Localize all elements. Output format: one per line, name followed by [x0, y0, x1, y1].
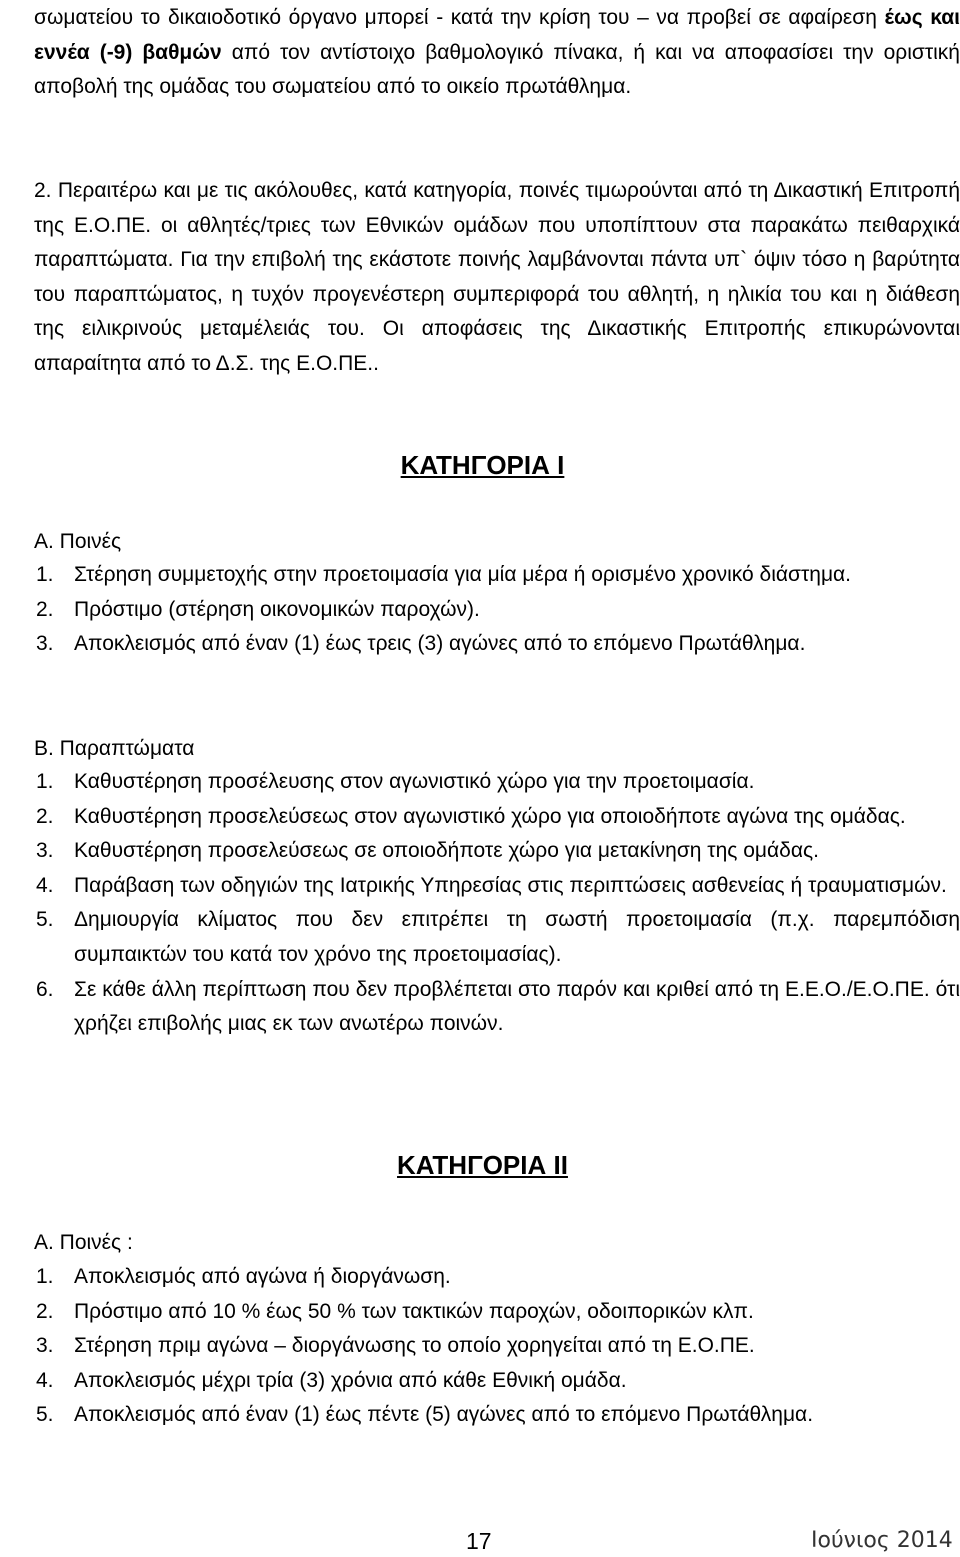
intro-text-b: από τον αντίστοιχο βαθμολογικό πίνακα, ή και να αποφασίσει την οριστική αποβολή της ομάδας του σωματείου από το οικείο πρωτάθλημα.: [34, 40, 960, 99]
list-item: 5. Δημιουργία κλίματος που δεν επιτρέπει τη σωστή προετοιμασία (π.χ. παρεμπόδιση συμπαικτών του κατά τον χρόνο της προετοιμασίας).: [36, 908, 960, 966]
list-item: 4. Αποκλεισμός μέχρι τρία (3) χρόνια από κάθε Εθνική ομάδα.: [36, 1368, 627, 1392]
category-1-heading: ΚΑΤΗΓΟΡΙΑ Ι: [400, 450, 565, 480]
cat1-offences-label: Β. Παραπτώματα: [34, 737, 195, 760]
list-item: 2. Πρόστιμο (στέρηση οικονομικών παροχών).: [36, 597, 480, 621]
category-2-heading: ΚΑΤΗΓΟΡΙΑ ΙΙ: [397, 1150, 568, 1180]
list-item: 3. Καθυστέρηση προσελεύσεως σε οποιοδήποτε χώρο για μετακίνηση της ομάδας.: [36, 839, 819, 863]
list-item: 4. Παράβαση των οδηγιών της Ιατρικής Υπηρεσίας στις περιπτώσεις ασθενείας ή τραυματισμών.: [36, 873, 947, 897]
cat2-penalties-list: [34, 1260, 960, 1433]
cat1-penalties-list: [34, 558, 960, 662]
intro-text-a: σωματείου το δικαιοδοτικό όργανο μπορεί - κατά την κρίση του – να προβεί σε αφαίρεση: [34, 6, 885, 29]
list-item: 2. Καθυστέρηση προσελεύσεως στον αγωνιστικό χώρο για οποιοδήποτε αγώνα της ομάδας.: [36, 804, 906, 828]
list-item: 1. Καθυστέρηση προσέλευσης στον αγωνιστικό χώρο για την προετοιμασία.: [36, 770, 755, 793]
cat1-offences-list: [34, 765, 960, 1042]
footer-date: Ιούνιος 2014: [811, 1528, 953, 1553]
page-number: 17: [466, 1528, 492, 1554]
cat1-penalties-label: Α. Ποινές: [34, 530, 122, 553]
intro-paragraph-2: 2. Περαιτέρω και με τις ακόλουθες, κατά κατηγορία, ποινές τιμωρούνται από τη Δικαστική Επιτροπή της Ε.Ο.ΠΕ. οι αθλητές/τριες των Εθνικών ομάδων που υποπίπτουν στα παρακάτω πειθαρχικά παραπτώματα. Για την επιβολή της εκάστοτε ποινής λαμβάνονται πάντα υπ` όψιν τόσο η βαρύτητα του παραπτώματος, η τυχόν προγενέστερη συμπεριφορά του αθλητή, η ηλικία του και η διάθεση της ειλικρινούς μεταμέλειάς του. Οι αποφάσεις της Δικαστικής Επιτροπής επικυρώνονται απαραίτητα από το Δ.Σ. της Ε.Ο.ΠΕ..: [34, 179, 960, 375]
list-item: 5. Αποκλεισμός από έναν (1) έως πέντε (5) αγώνες από το επόμενο Πρωτάθλημα.: [36, 1403, 814, 1427]
list-item: 1. Στέρηση συμμετοχής στην προετοιμασία για μία μέρα ή ορισμένο χρονικό διάστημα.: [36, 563, 852, 586]
list-item: 1. Αποκλεισμός από αγώνα ή διοργάνωση.: [36, 1265, 451, 1288]
list-item: 2. Πρόστιμο από 10 % έως 50 % των τακτικών παροχών, οδοιπορικών κλπ.: [36, 1299, 754, 1323]
intro-bold-text: έως και εννέα (-9) βαθμών: [34, 6, 960, 64]
list-item: 3. Στέρηση πριμ αγώνα – διοργάνωσης το οποίο χορηγείται από τη Ε.Ο.ΠΕ.: [36, 1334, 755, 1358]
cat2-penalties-label: Α. Ποινές :: [34, 1231, 133, 1254]
list-item: 3. Αποκλεισμός από έναν (1) έως τρεις (3) αγώνες από το επόμενο Πρωτάθλημα.: [36, 632, 806, 656]
list-item: 6. Σε κάθε άλλη περίπτωση που δεν προβλέπεται στο παρόν και κριθεί από τη Ε.Ε.Ο./Ε.Ο.ΠΕ. ότι χρήζει επιβολής μιας εκ των ανωτέρω ποινών.: [36, 977, 960, 1036]
intro-paragraph-1: [34, 1, 960, 105]
